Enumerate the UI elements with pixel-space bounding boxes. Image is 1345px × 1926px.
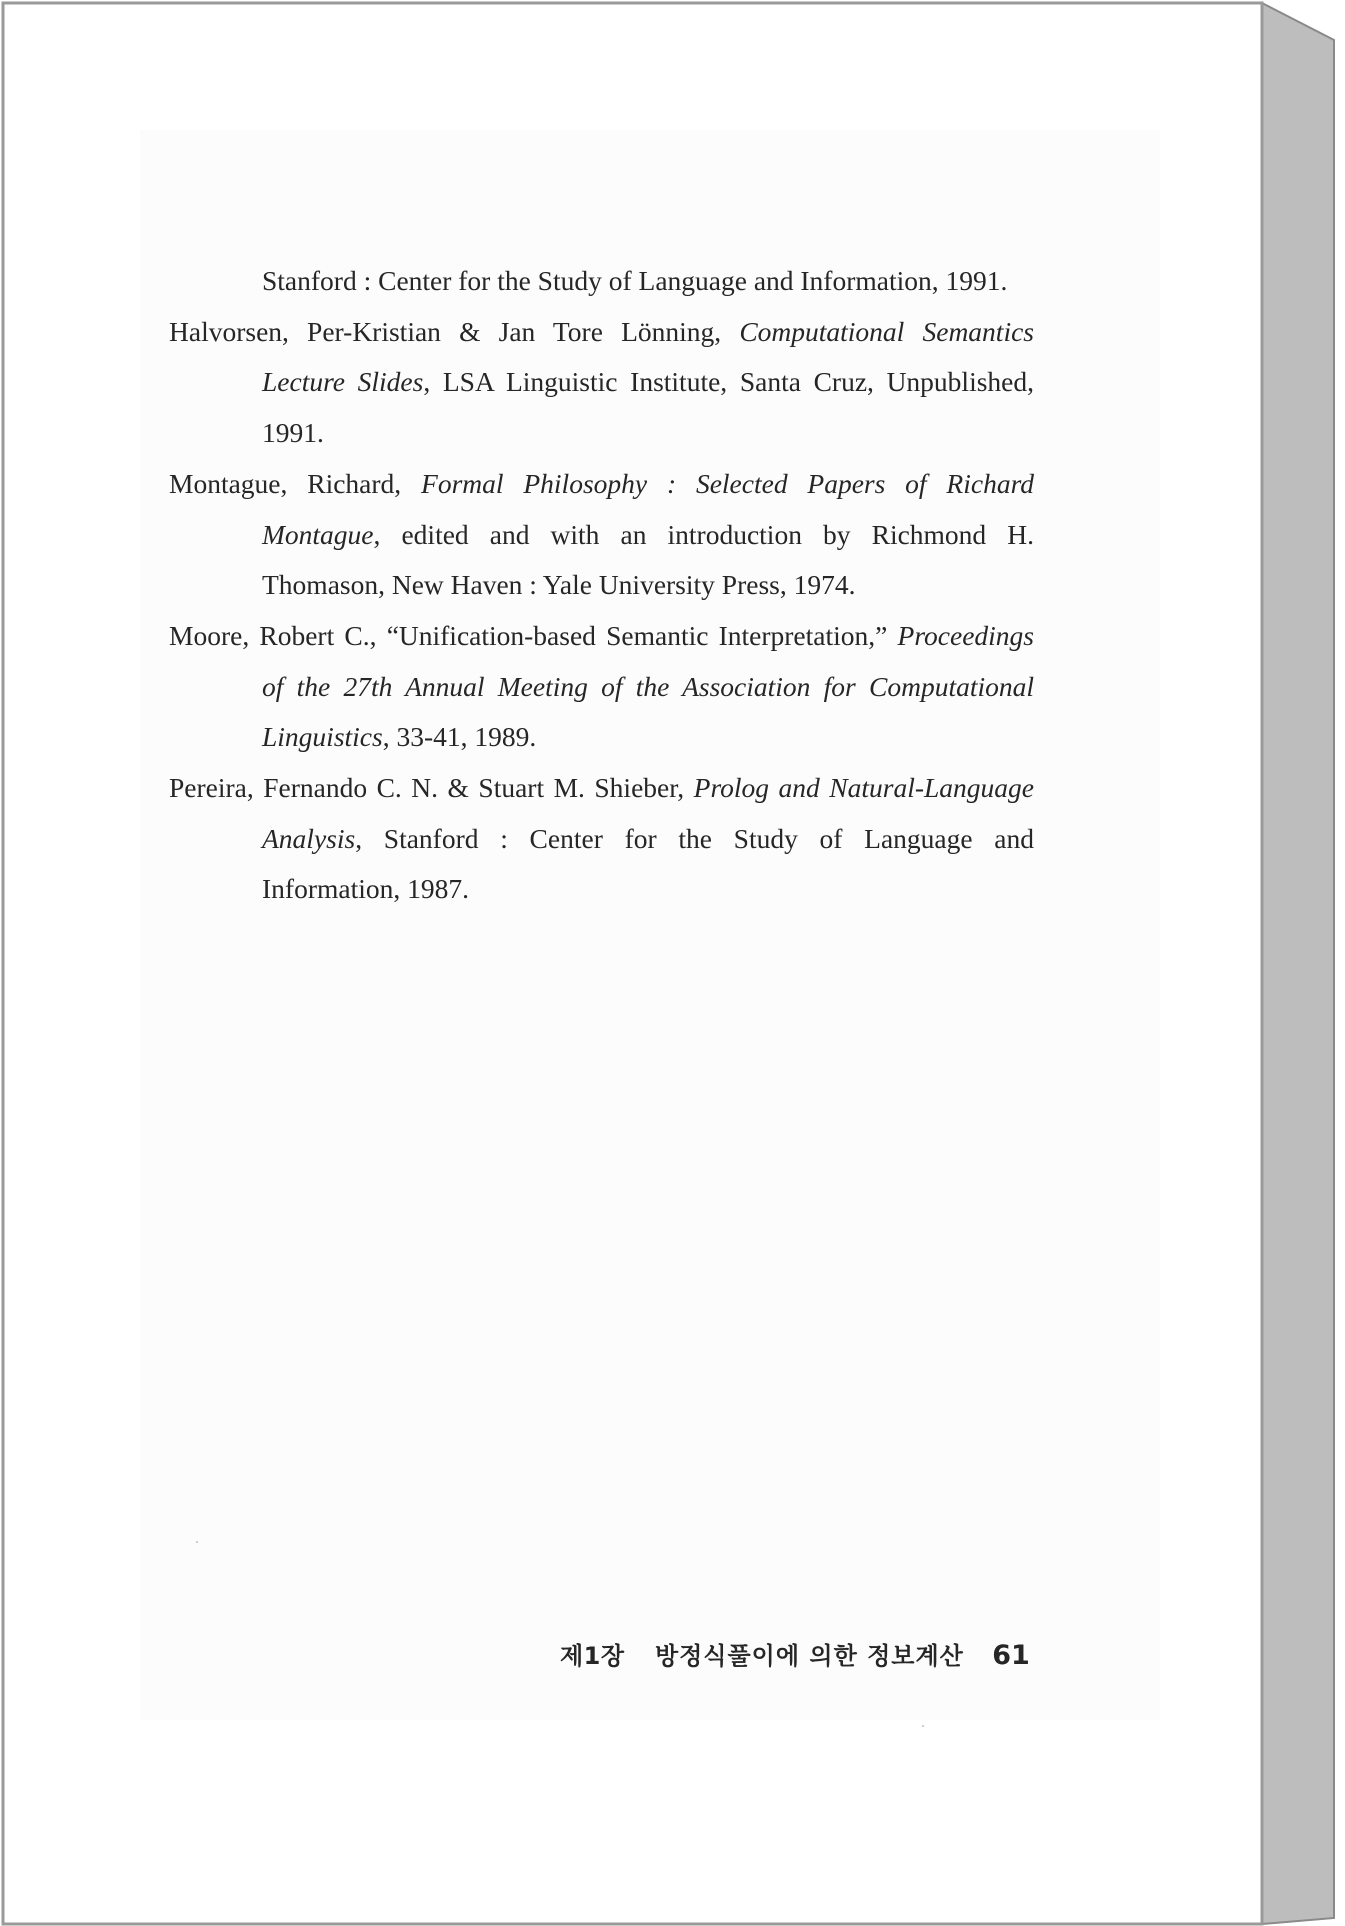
reference-entry: [169, 459, 1034, 611]
reference-text: Halvorsen, Per-Kristian & Jan Tore Lönning,: [169, 315, 740, 347]
footer-chapter: 제1장: [560, 1642, 625, 1670]
reference-entry: [169, 763, 1034, 915]
reference-work-title: Computational Semantics Lecture Slides: [262, 315, 1034, 398]
reference-entry: [169, 256, 1034, 307]
reference-text: , LSA Linguistic Institute, Santa Cruz, Unpublished, 1991.: [262, 366, 1035, 449]
reference-work-title: Prolog and Natural-Language Analysis: [262, 772, 1034, 854]
reference-text: , Stanford : Center for the Study of Language and Information, 1987.: [262, 822, 1034, 905]
scan-speck: [922, 1725, 924, 1727]
scan-speck: [196, 1541, 198, 1543]
reference-text: Montague, Richard,: [169, 467, 422, 499]
reference-work-title: Formal Philosophy : Selected Papers of Richard Montague: [262, 467, 1034, 550]
reference-text: , edited and with an introduction by Richmond H. Thomason, New Haven : Yale University Press, 1974.: [262, 518, 1034, 601]
footer-chapter-title: 방정식풀이에 의한 정보계산: [654, 1642, 964, 1670]
reference-entry: [169, 307, 1034, 459]
reference-text: Stanford : Center for the Study of Language and Information, 1991.: [262, 265, 1008, 296]
book-edge-side: [1262, 3, 1334, 1924]
reference-text: Pereira, Fernando C. N. & Stuart M. Shieber,: [169, 772, 694, 804]
reference-text: Moore, Robert C., “Unification-based Semantic Interpretation,”: [169, 619, 898, 651]
reference-work-title: Proceedings of the 27th Annual Meeting of the Association for Computational Linguistics: [262, 619, 1034, 753]
reference-text: , 33-41, 1989.: [382, 721, 537, 753]
reference-list: [169, 256, 1034, 915]
page-number: 61: [992, 1640, 1030, 1671]
reference-entry: [169, 611, 1034, 763]
running-footer: [560, 1636, 1040, 1671]
